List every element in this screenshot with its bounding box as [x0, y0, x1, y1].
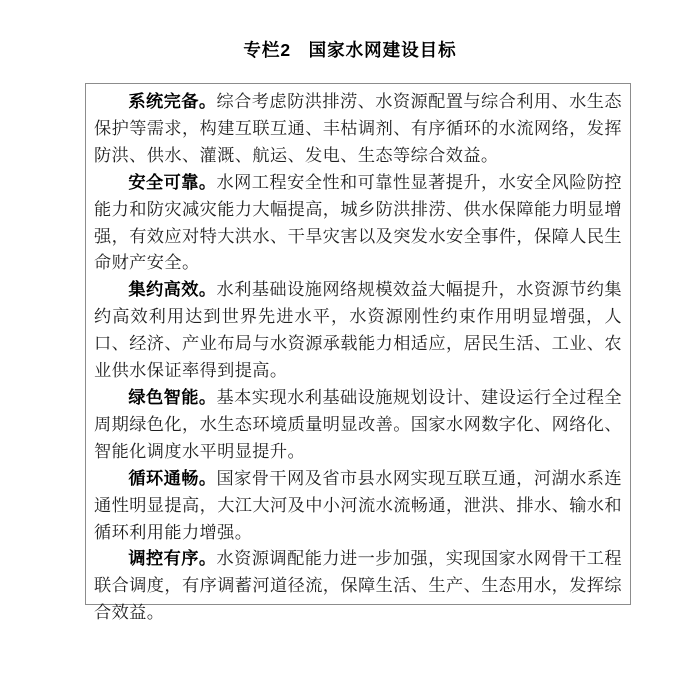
goal-term: 绿色智能。: [128, 387, 217, 407]
page-title-prefix: 专栏2: [243, 40, 292, 60]
goal-term: 系统完备。: [128, 92, 217, 111]
paragraph-intensive-efficient: [94, 277, 622, 385]
goal-text: 水利基础设施网络规模效益大幅提升，水资源节约集约高效利用达到世界先进水平，水资源刚性约束作用明显增强，人口、经济、产业布局与水资源承载能力相适应，居民生活、工业、农业供水保证率得到提高。: [94, 280, 622, 381]
goal-text: 水资源调配能力进一步加强，实现国家水网骨干工程联合调度，有序调蓄河道径流，保障生活、生产、生态用水，发挥综合效益。: [94, 549, 622, 623]
paragraph-system-complete: [94, 89, 622, 170]
goal-term: 集约高效。: [128, 280, 217, 300]
goal-text: 基本实现水利基础设施规划设计、建设运行全过程全周期绿色化，水生态环境质量明显改善。国家水网数字化、网络化、智能化调度水平明显提升。: [94, 387, 622, 461]
goals-panel: [85, 83, 631, 623]
paragraph-green-smart: [94, 385, 622, 466]
goal-text: 综合考虑防洪排涝、水资源配置与综合利用、水生态保护等需求，构建互联互通、丰枯调剂、有序循环的水流网络，发挥防洪、供水、灌溉、航运、发电、生态等综合效益。: [94, 92, 622, 165]
goal-text: 国家骨干网及省市县水网实现互联互通，河湖水系连通性明显提高，大江大河及中小河流水流畅通，泄洪、排水、输水和循环利用能力增强。: [94, 468, 622, 542]
page-title: [0, 37, 700, 62]
goal-term: 安全可靠。: [128, 172, 217, 192]
goal-text: 水网工程安全性和可靠性显著提升，水安全风险防控能力和防灾减灾能力大幅提高，城乡防洪排涝、供水保障能力明显增强，有效应对特大洪水、干旱灾害以及突发水安全事件，保障人民生命财产安全。: [94, 172, 622, 273]
paragraph-safe-reliable: [94, 170, 622, 278]
goal-term: 循环通畅。: [128, 468, 217, 488]
page-title-main: 国家水网建设目标: [308, 40, 457, 60]
goal-term: 调控有序。: [128, 549, 217, 569]
paragraph-circulation-smooth: [94, 466, 622, 547]
paragraph-orderly-regulation: [94, 546, 622, 627]
